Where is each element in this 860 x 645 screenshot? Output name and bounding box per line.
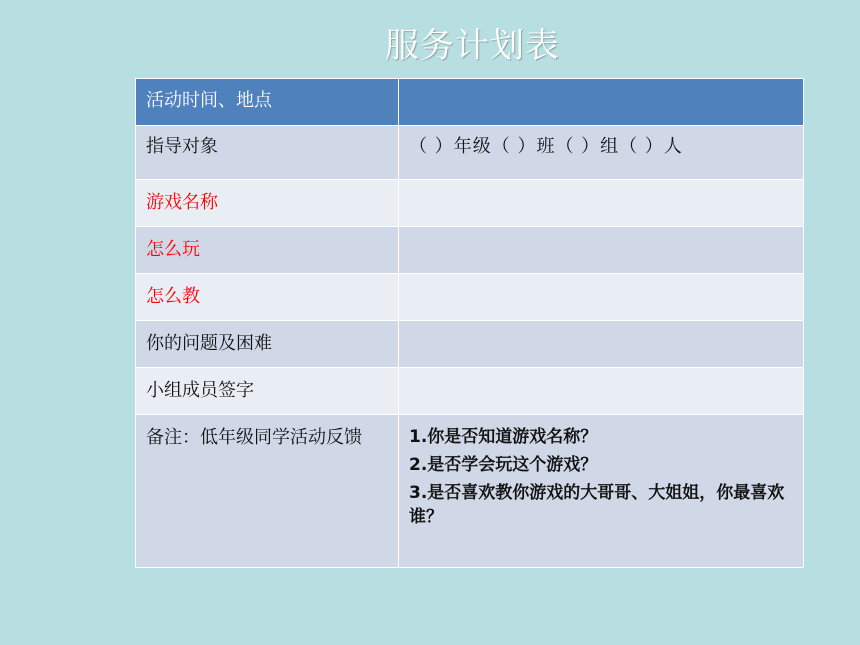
table-row (136, 321, 804, 368)
row-value-how-to-play[interactable] (399, 227, 804, 274)
row-label-how-to-play: 怎么玩 (136, 227, 399, 274)
row-value-activity-time-place[interactable] (399, 79, 804, 126)
row-label-activity-time-place: 活动时间、地点 (136, 79, 399, 126)
row-label-signatures: 小组成员签字 (136, 368, 399, 415)
row-label-problems: 你的问题及困难 (136, 321, 399, 368)
table-row (136, 79, 804, 126)
service-plan-table (135, 78, 804, 568)
table-row (136, 274, 804, 321)
table-row (136, 415, 804, 568)
feedback-question-3: 3.是否喜欢教你游戏的大哥哥、大姐姐，你最喜欢谁？ (409, 483, 785, 527)
row-value-feedback (399, 415, 804, 568)
table-row (136, 368, 804, 415)
row-label-how-to-teach: 怎么教 (136, 274, 399, 321)
table-row (136, 126, 804, 180)
row-value-how-to-teach[interactable] (399, 274, 804, 321)
row-value-problems[interactable] (399, 321, 804, 368)
row-value-game-name[interactable] (399, 180, 804, 227)
feedback-question-1: 1.你是否知道游戏名称？ (409, 427, 598, 447)
page-title: 服务计划表 (385, 26, 560, 66)
row-label-game-name: 游戏名称 (136, 180, 399, 227)
table-row (136, 180, 804, 227)
row-value-target[interactable]: （ ）年级（ ）班（ ）组（ ）人 (399, 126, 804, 180)
row-label-target: 指导对象 (136, 126, 399, 180)
row-value-signatures[interactable] (399, 368, 804, 415)
row-label-remarks: 备注：低年级同学活动反馈 (136, 415, 399, 568)
feedback-question-2: 2.是否学会玩这个游戏？ (409, 455, 598, 475)
table-row (136, 227, 804, 274)
